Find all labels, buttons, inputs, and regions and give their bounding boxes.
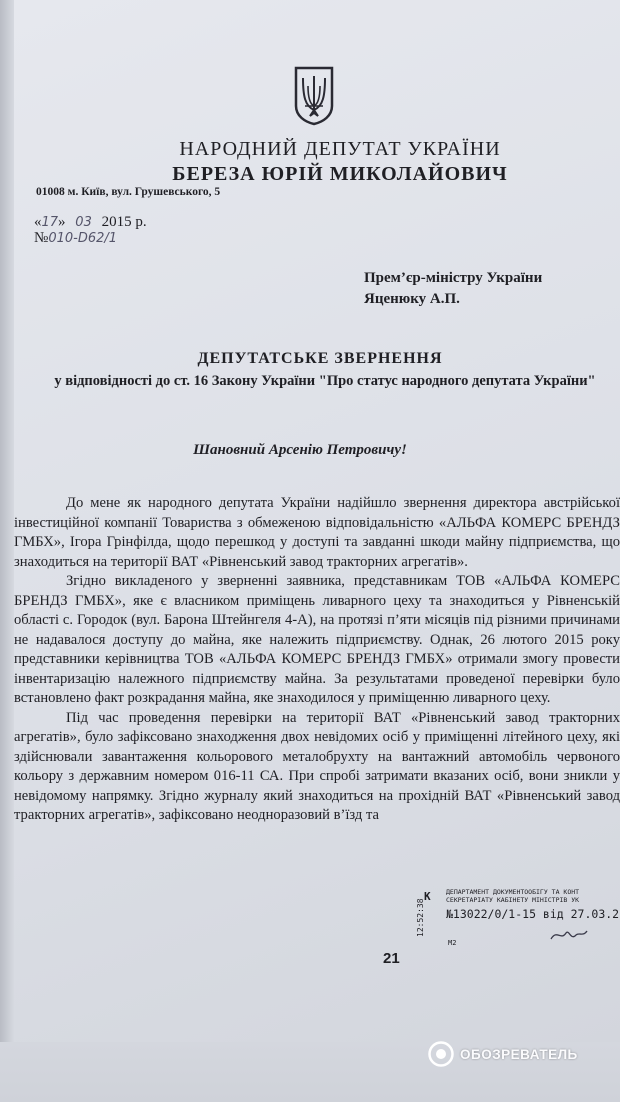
stamp-department-line-2: СЕКРЕТАРІАТУ КАБІНЕТУ МІНІСТРІВ УК [446,896,580,904]
addressee-line-2: Яценюку А.П. [364,291,460,307]
addressee [364,268,542,310]
registration-number: №010-D62/1 [34,230,118,246]
appeal-title: ДЕПУТАТСЬКЕ ЗВЕРНЕННЯ [197,350,443,367]
registration-number-value: 010-D62/1 [48,231,118,246]
stamp-number: №13022/0/1-15 від 27.03.2 [446,907,620,921]
addressee-line-1: Прем’єр-міністру України [364,270,543,286]
appeal-subtitle: у відповідності до ст. 16 Закону України "Про статус народного депутата України" [54,373,596,389]
stamp-department-line-1: ДЕПАРТАМЕНТ ДОКУМЕНТООБІГУ ТА КОНТ [446,888,580,896]
trident-emblem-icon [293,66,335,126]
paragraph: До мене як народного депутата України надійшло звернення директора австрійської інвестиційної компанії Товариства з обмеженою відповідальністю «АЛЬФА КОМЕРС БРЕНДЗ ГМБХ», Ігора Грінфілда, щодо перешкод у доступі та завданні шкоди майну підприємства, що знаходиться на території ВАТ «Рівненський завод тракторних агрегатів». [14,495,620,570]
document-date: «17» 03 2015 р. [34,214,147,230]
signature-icon [549,927,589,943]
paragraph: Згідно викладеного у зверненні заявника, представникам ТОВ «АЛЬФА КОМЕРС БРЕНДЗ ГМБХ», яке є власником приміщень ливарного цеху та знаходиться у Рівненській області с. Городок (вул. Барона Штейнгеля 4-А), на протязі п’яти місяців під різними причинами не надавалося доступу до майна, яке належить підприємству. Однак, 26 лютого 2015 року представники керівництва ТОВ «АЛЬФА КОМЕРС БРЕНДЗ ГМБХ» отримали змогу провести інвентаризацію належного підприємству майна. За результатами проведеної перевірки було встановлено факт розкрадання майна, яке знаходилося у приміщенню ливарного цеху. [14,573,620,706]
watermark-text: ОБОЗРЕВАТЕЛЬ [460,1046,578,1062]
watermark [428,1040,578,1068]
paragraph: Під час проведення перевірки на території ВАТ «Рівненський завод тракторних агрегатів», було зафіксовано знаходження двох невідомих осіб у приміщенні літейного цеху, які здійснювали завантаження кольорового металобрухту на вантажний автомобіль червоного кольору з державним номером 016-11 СА. При спробі затримати вказаних осіб, вони зникли у невідомому напрямку. Згідно журналу який знаходиться на прохідній ВАТ «Рівненський завод тракторних агрегатів», зафіксовано неодноразовий в’їзд та [14,709,620,823]
letterhead-name: БЕРЕЗА ЮРІЙ МИКОЛАЙОВИЧ [172,163,508,185]
date-month: 03 [75,215,92,230]
obozrevatel-logo-icon [428,1041,454,1067]
stamp-m2: М2 [448,939,457,947]
greeting: Шановний Арсенію Петровичу! [193,442,407,458]
letter-body [14,494,620,826]
letterhead-address: 01008 м. Київ, вул. Грушевського, 5 [36,186,221,198]
stamp-letter: К [424,890,431,903]
date-day: 17 [41,215,59,230]
date-year: 2015 р. [101,214,147,230]
stamp-department [446,888,579,904]
letterhead-title: НАРОДНИЙ ДЕПУТАТ УКРАЇНИ [179,138,501,160]
page-number: 21 [383,950,400,967]
stamp-time: 12:52:38 [416,898,425,937]
